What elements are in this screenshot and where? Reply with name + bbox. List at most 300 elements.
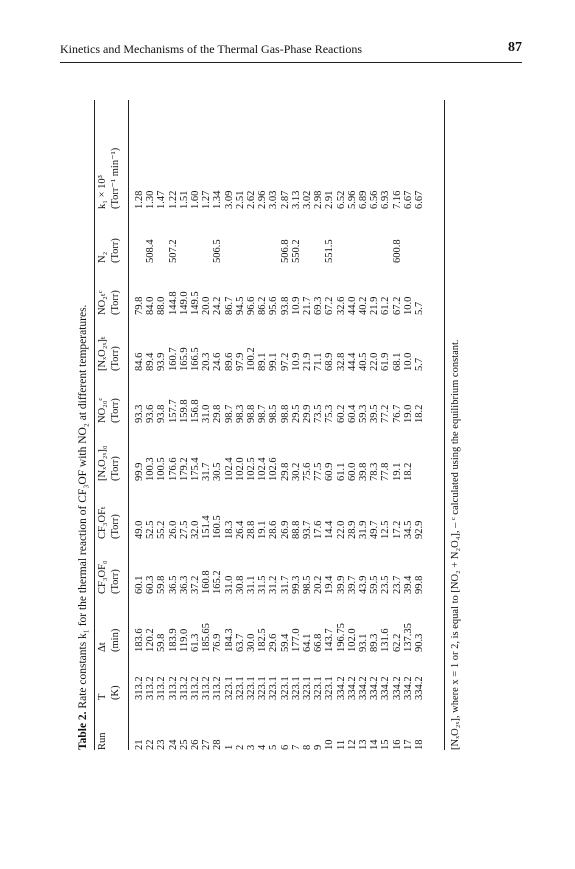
table-cell: 160.5 bbox=[212, 515, 224, 539]
column-unit: (K) bbox=[110, 685, 121, 700]
table-caption-text: Rate constants k₁ for the thermal reaction of CF₃OF with NO₂ at different temperatures. bbox=[77, 304, 89, 709]
table-cell: 2.62 bbox=[246, 190, 258, 209]
table-cell: 36.3 bbox=[178, 575, 190, 594]
table-cell: 183.6 bbox=[134, 628, 145, 652]
table-cell: 149.5 bbox=[190, 291, 202, 315]
table-cell bbox=[313, 209, 324, 263]
table-cell: 27 bbox=[201, 739, 213, 750]
table-cell: 334.2 bbox=[369, 676, 381, 700]
table-cell: 102.6 bbox=[268, 457, 280, 481]
table-cell: 17.2 bbox=[391, 520, 403, 539]
table-cell: 5.7 bbox=[414, 301, 426, 315]
column-header bbox=[96, 263, 128, 315]
table-cell: 61.9 bbox=[380, 352, 392, 371]
table-cell: 5.7 bbox=[414, 357, 426, 371]
table-cell: 323.1 bbox=[257, 676, 269, 700]
table-cell: 30.0 bbox=[246, 633, 258, 652]
table-row bbox=[380, 109, 391, 750]
table-cell: 30.8 bbox=[234, 575, 246, 594]
table-cell: 40.5 bbox=[358, 352, 370, 371]
table-cell: 508.4 bbox=[145, 239, 157, 263]
column-name: [NₓO₂ₓ]ₜ bbox=[97, 335, 108, 371]
table-caption-label: Table 2. bbox=[77, 711, 89, 750]
table-cell bbox=[156, 209, 167, 263]
column-name: Run bbox=[97, 732, 108, 750]
table-cell: 88.8 bbox=[290, 520, 302, 539]
table-cell: 93.9 bbox=[156, 352, 168, 371]
table-row bbox=[257, 109, 268, 750]
table-cell: 37.2 bbox=[190, 575, 202, 594]
table-cell: 59.8 bbox=[156, 633, 168, 652]
table-cell: 98.8 bbox=[246, 404, 258, 423]
table-cell: 22 bbox=[145, 739, 157, 750]
table-cell bbox=[246, 209, 257, 263]
table-cell: 182.5 bbox=[257, 628, 269, 652]
table-cell: 77.5 bbox=[313, 462, 325, 481]
table-cell: 102.5 bbox=[246, 457, 258, 481]
table-cell: 20.2 bbox=[313, 575, 325, 594]
table-cell: 29.9 bbox=[302, 404, 314, 423]
table-cell: 21 bbox=[134, 739, 145, 750]
table-cell: 78.3 bbox=[369, 462, 381, 481]
column-header bbox=[96, 315, 128, 371]
table-cell: 77.8 bbox=[380, 462, 392, 481]
table-cell: 31.5 bbox=[257, 575, 269, 594]
column-name: CF₃OFₜ bbox=[97, 505, 108, 539]
table-cell bbox=[179, 209, 190, 263]
table-cell: 31.7 bbox=[279, 575, 291, 594]
table-cell: 1.27 bbox=[201, 190, 213, 209]
table-cell: 551.5 bbox=[324, 239, 336, 263]
table-row bbox=[414, 109, 425, 750]
table-cell bbox=[302, 209, 313, 263]
table-cell: 183.9 bbox=[167, 628, 179, 652]
table-cell: 313.2 bbox=[190, 676, 202, 700]
table-cell: 7.16 bbox=[391, 190, 403, 209]
table-cell: 6.67 bbox=[402, 190, 414, 209]
column-header bbox=[96, 109, 128, 209]
table-cell: 1.28 bbox=[134, 190, 145, 209]
table-cell: 3.09 bbox=[223, 190, 235, 209]
table-cell: 19.0 bbox=[402, 404, 414, 423]
table-top-rule bbox=[94, 100, 95, 750]
table-cell: 313.2 bbox=[156, 676, 168, 700]
table-cell: 160.8 bbox=[201, 570, 213, 594]
table-cell bbox=[380, 209, 391, 263]
table-row bbox=[280, 109, 291, 750]
table-cell: 100.5 bbox=[156, 457, 168, 481]
table-row bbox=[347, 109, 358, 750]
table-cell: 96.6 bbox=[246, 296, 258, 315]
table-cell: 24.2 bbox=[212, 296, 224, 315]
table-cell: 100.2 bbox=[246, 347, 258, 371]
page-number: 87 bbox=[508, 40, 522, 55]
table-cell: 24 bbox=[167, 739, 179, 750]
table-cell: 93.6 bbox=[145, 404, 157, 423]
table-cell: 39.8 bbox=[358, 462, 370, 481]
table-cell: 84.6 bbox=[134, 352, 145, 371]
table-cell: 68.9 bbox=[324, 352, 336, 371]
table-row bbox=[302, 109, 313, 750]
table-cell: 102.4 bbox=[257, 457, 269, 481]
table-cell: 73.5 bbox=[313, 404, 325, 423]
table-cell: 120.2 bbox=[145, 628, 157, 652]
table-cell: 160.7 bbox=[167, 347, 179, 371]
column-unit: (Torr⁻¹ min⁻¹) bbox=[110, 147, 121, 209]
table-cell: 10.9 bbox=[290, 352, 302, 371]
table-cell: 29.8 bbox=[212, 404, 224, 423]
table-cell: 63.7 bbox=[234, 633, 246, 652]
table-cell: 2.98 bbox=[313, 190, 325, 209]
table-cell: 102.4 bbox=[223, 457, 235, 481]
table-row bbox=[268, 109, 279, 750]
table-cell: 44.0 bbox=[346, 296, 358, 315]
column-unit: (Torr) bbox=[110, 238, 121, 263]
column-unit: (Torr) bbox=[110, 290, 121, 315]
table-cell: 6.93 bbox=[380, 190, 392, 209]
table-cell: 3.13 bbox=[290, 190, 302, 209]
table-cell: 313.2 bbox=[145, 676, 157, 700]
running-title: Kinetics and Mechanisms of the Thermal Gas-Phase Reactions bbox=[60, 42, 363, 56]
table-cell: 334.2 bbox=[358, 676, 370, 700]
table-cell: 93.7 bbox=[302, 520, 314, 539]
table-cell: 12.5 bbox=[380, 520, 392, 539]
table-cell: 21.9 bbox=[302, 352, 314, 371]
table-cell: 26.4 bbox=[234, 520, 246, 539]
column-name: NO₂ₜᶜ bbox=[97, 290, 108, 315]
table-cell: 28.8 bbox=[246, 520, 258, 539]
table-cell: 6.67 bbox=[414, 190, 426, 209]
table-cell: 62.2 bbox=[391, 633, 403, 652]
table-cell: 79.8 bbox=[134, 296, 145, 315]
table-cell: 31.2 bbox=[268, 575, 280, 594]
table-cell: 21.7 bbox=[302, 296, 314, 315]
table-cell: 61.3 bbox=[190, 633, 202, 652]
table-cell: 88.0 bbox=[156, 296, 168, 315]
table-cell: 323.1 bbox=[290, 676, 302, 700]
table-cell: 11 bbox=[335, 739, 347, 750]
table-cell: 76.7 bbox=[391, 404, 403, 423]
table-cell: 18.2 bbox=[402, 462, 414, 481]
table-cell: 44.4 bbox=[346, 352, 358, 371]
table-cell: 506.5 bbox=[212, 239, 224, 263]
table-row bbox=[190, 109, 201, 750]
column-unit: (Torr) bbox=[110, 569, 121, 594]
table-cell: 97.2 bbox=[279, 352, 291, 371]
table-cell: 93.1 bbox=[358, 633, 370, 652]
table-cell bbox=[414, 209, 425, 263]
column-unit: (Torr) bbox=[110, 346, 121, 371]
table-cell bbox=[257, 209, 268, 263]
column-unit: (Torr) bbox=[110, 514, 121, 539]
table-cell: 144.8 bbox=[167, 291, 179, 315]
table-cell: 60.3 bbox=[145, 575, 157, 594]
table-cell: 71.1 bbox=[313, 352, 325, 371]
table-cell: 66.8 bbox=[313, 633, 325, 652]
table-cell bbox=[268, 209, 279, 263]
table-cell: 165.2 bbox=[212, 570, 224, 594]
table-cell: 22.0 bbox=[369, 352, 381, 371]
table-cell: 49.7 bbox=[369, 520, 381, 539]
table-row bbox=[224, 109, 235, 750]
table-cell: 550.2 bbox=[290, 239, 302, 263]
table-cell: 151.4 bbox=[201, 515, 213, 539]
table-cell: 84.0 bbox=[145, 296, 157, 315]
table-cell: 323.1 bbox=[324, 676, 336, 700]
table-cell bbox=[235, 209, 246, 263]
table-cell: 34.5 bbox=[402, 520, 414, 539]
table-cell: 93.8 bbox=[279, 296, 291, 315]
table-cell: 184.3 bbox=[223, 628, 235, 652]
table-cell: 102.0 bbox=[234, 457, 246, 481]
column-name: T bbox=[97, 693, 108, 700]
table-cell: 30.2 bbox=[290, 462, 302, 481]
column-header bbox=[96, 209, 128, 263]
table-cell: 67.2 bbox=[391, 296, 403, 315]
table-cell: 1 bbox=[223, 744, 235, 750]
table-cell: 26.0 bbox=[167, 520, 179, 539]
table-cell: 99.8 bbox=[414, 575, 426, 594]
table-cell: 323.1 bbox=[268, 676, 280, 700]
table-cell: 19.1 bbox=[257, 520, 269, 539]
table-cell bbox=[347, 209, 358, 263]
rotated-table-area bbox=[76, 100, 496, 750]
table-cell: 98.7 bbox=[257, 404, 269, 423]
table-cell: 177.0 bbox=[290, 628, 302, 652]
table-cell: 1.30 bbox=[145, 190, 157, 209]
table-cell: 334.2 bbox=[414, 676, 426, 700]
table-cell: 59.5 bbox=[369, 575, 381, 594]
table-cell bbox=[403, 209, 414, 263]
table-cell: 166.5 bbox=[190, 347, 202, 371]
table-cell: 3.03 bbox=[268, 190, 280, 209]
table-cell: 157.7 bbox=[167, 399, 179, 423]
table-cell: 30.5 bbox=[212, 462, 224, 481]
table-cell: 89.3 bbox=[369, 633, 381, 652]
table-cell: 92.9 bbox=[414, 520, 426, 539]
table-cell: 165.9 bbox=[178, 347, 190, 371]
table-cell: 5 bbox=[268, 744, 280, 750]
table-cell: 17 bbox=[402, 739, 414, 750]
table-cell: 313.2 bbox=[178, 676, 190, 700]
table-cell: 75.3 bbox=[324, 404, 336, 423]
table-row bbox=[212, 109, 223, 750]
table-cell: 49.0 bbox=[134, 520, 145, 539]
table-cell: 14.4 bbox=[324, 520, 336, 539]
table-cell: 323.1 bbox=[223, 676, 235, 700]
table-cell: 95.6 bbox=[268, 296, 280, 315]
table-cell: 2.96 bbox=[257, 190, 269, 209]
table-cell: 32.0 bbox=[190, 520, 202, 539]
table-cell: 39.5 bbox=[369, 404, 381, 423]
column-header bbox=[96, 539, 128, 594]
table-cell: 5.96 bbox=[346, 190, 358, 209]
table-cell: 185.65 bbox=[201, 623, 213, 652]
column-name: Δt bbox=[97, 642, 108, 652]
table-row bbox=[369, 109, 380, 750]
table-bottom-rule bbox=[444, 100, 445, 750]
table-row bbox=[336, 109, 347, 750]
table-cell: 31.0 bbox=[223, 575, 235, 594]
table-block bbox=[76, 100, 496, 750]
table-cell: 137.35 bbox=[402, 623, 414, 652]
table-cell: 119.0 bbox=[178, 628, 190, 652]
table-cell: 60.4 bbox=[346, 404, 358, 423]
table-cell: 67.2 bbox=[324, 296, 336, 315]
table-row bbox=[156, 109, 167, 750]
table-cell: 323.1 bbox=[302, 676, 314, 700]
column-name: [NₓO₂ₓ]₀ bbox=[97, 445, 108, 481]
table-body bbox=[128, 109, 425, 750]
table-cell: 23.7 bbox=[391, 575, 403, 594]
table-cell: 93.3 bbox=[134, 404, 145, 423]
table-cell: 43.9 bbox=[358, 575, 370, 594]
table-cell: 19.4 bbox=[324, 575, 336, 594]
table-cell: 32.8 bbox=[335, 352, 347, 371]
table-cell: 99.9 bbox=[134, 462, 145, 481]
table-cell: 8 bbox=[302, 744, 314, 750]
table-cell: 31.7 bbox=[201, 462, 213, 481]
table-row bbox=[358, 109, 369, 750]
column-name: NO₂₀ᶜ bbox=[97, 397, 108, 423]
table-cell: 313.2 bbox=[167, 676, 179, 700]
table-cell: 40.2 bbox=[358, 296, 370, 315]
table-cell: 86.2 bbox=[257, 296, 269, 315]
column-unit: (Torr) bbox=[110, 398, 121, 423]
table-cell: 334.2 bbox=[402, 676, 414, 700]
table-cell: 313.2 bbox=[201, 676, 213, 700]
table-cell: 24.6 bbox=[212, 352, 224, 371]
table-cell: 2.91 bbox=[324, 190, 336, 209]
table-cell: 506.8 bbox=[279, 239, 291, 263]
table-row bbox=[246, 109, 257, 750]
table-cell: 28 bbox=[212, 739, 224, 750]
table-cell: 27.5 bbox=[178, 520, 190, 539]
table-cell: 3.02 bbox=[302, 190, 314, 209]
table-cell: 179.2 bbox=[178, 457, 190, 481]
table-cell: 131.6 bbox=[380, 628, 392, 652]
table-cell: 29.6 bbox=[268, 633, 280, 652]
table-cell: 20.3 bbox=[201, 352, 213, 371]
table-cell: 1.60 bbox=[190, 190, 202, 209]
table-cell: 76.9 bbox=[212, 633, 224, 652]
table-cell: 6.56 bbox=[369, 190, 381, 209]
table-cell: 89.4 bbox=[145, 352, 157, 371]
table-cell: 31.1 bbox=[246, 575, 258, 594]
column-header bbox=[96, 594, 128, 652]
table-cell: 313.2 bbox=[134, 676, 145, 700]
table-cell bbox=[224, 209, 235, 263]
table-cell: 68.1 bbox=[391, 352, 403, 371]
table-cell: 60.2 bbox=[335, 404, 347, 423]
table-cell: 26.9 bbox=[279, 520, 291, 539]
table-cell: 313.2 bbox=[212, 676, 224, 700]
table-footnote: [NₓO₂ₓ], where x = 1 or 2, is equal to [NO₂ + N₂O₄], – ᶜ calculated using the equilibrium constant. bbox=[450, 339, 461, 750]
table-cell: 2.87 bbox=[279, 190, 291, 209]
table-cell: 600.8 bbox=[391, 239, 403, 263]
table-cell: 10.9 bbox=[290, 296, 302, 315]
table-cell: 334.2 bbox=[335, 676, 347, 700]
table-cell: 64.1 bbox=[302, 633, 314, 652]
column-name: CF₃OF₀ bbox=[97, 560, 108, 594]
table-row bbox=[179, 109, 190, 750]
table-cell: 1.51 bbox=[178, 190, 190, 209]
table-cell bbox=[128, 209, 145, 263]
table-row bbox=[201, 109, 212, 750]
table-cell: 98.8 bbox=[279, 404, 291, 423]
table-cell: 334.2 bbox=[346, 676, 358, 700]
rate-constants-table bbox=[96, 109, 425, 750]
table-cell: 98.5 bbox=[268, 404, 280, 423]
running-header bbox=[60, 40, 522, 63]
table-cell: 26 bbox=[190, 739, 202, 750]
table-row bbox=[392, 109, 403, 750]
table-row bbox=[145, 109, 156, 750]
column-header bbox=[96, 423, 128, 481]
table-cell: 89.1 bbox=[257, 352, 269, 371]
table-cell: 149.0 bbox=[178, 291, 190, 315]
table-cell: 6.52 bbox=[335, 190, 347, 209]
table-cell: 32.6 bbox=[335, 296, 347, 315]
table-cell: 61.2 bbox=[380, 296, 392, 315]
table-cell: 10.0 bbox=[402, 296, 414, 315]
column-unit: (min) bbox=[110, 628, 121, 652]
column-unit: (Torr) bbox=[110, 456, 121, 481]
table-cell: 39.9 bbox=[335, 575, 347, 594]
table-row bbox=[291, 109, 302, 750]
table-cell: 29.8 bbox=[279, 462, 291, 481]
table-row bbox=[313, 109, 324, 750]
column-name: N₂ bbox=[97, 251, 108, 263]
table-cell: 61.1 bbox=[335, 462, 347, 481]
table-cell: 102.0 bbox=[346, 628, 358, 652]
table-cell: 31.0 bbox=[201, 404, 213, 423]
table-cell bbox=[336, 209, 347, 263]
table-cell: 69.3 bbox=[313, 296, 325, 315]
table-cell: 18 bbox=[414, 739, 426, 750]
table-cell: 39.4 bbox=[402, 575, 414, 594]
table-row bbox=[168, 109, 179, 750]
table-cell: 99.3 bbox=[290, 575, 302, 594]
table-cell: 28.9 bbox=[346, 520, 358, 539]
table-cell: 10 bbox=[324, 739, 336, 750]
column-header bbox=[96, 371, 128, 423]
table-cell bbox=[201, 209, 212, 263]
table-cell: 25 bbox=[178, 739, 190, 750]
table-cell: 4 bbox=[257, 744, 269, 750]
table-cell: 59.3 bbox=[358, 404, 370, 423]
table-cell: 97.9 bbox=[234, 352, 246, 371]
table-cell: 59.4 bbox=[279, 633, 291, 652]
table-cell: 28.6 bbox=[268, 520, 280, 539]
table-cell: 39.7 bbox=[346, 575, 358, 594]
table-cell: 15 bbox=[380, 739, 392, 750]
table-cell: 143.7 bbox=[324, 628, 336, 652]
table-cell: 77.2 bbox=[380, 404, 392, 423]
table-cell: 18.2 bbox=[414, 404, 426, 423]
table-cell: 59.8 bbox=[156, 575, 168, 594]
column-name: k₁ × 10³ bbox=[97, 175, 108, 209]
table-cell: 98.7 bbox=[223, 404, 235, 423]
table-cell: 19.1 bbox=[391, 462, 403, 481]
table-cell: 99.1 bbox=[268, 352, 280, 371]
table-cell bbox=[190, 209, 201, 263]
column-header bbox=[96, 481, 128, 539]
table-cell: 98.5 bbox=[302, 575, 314, 594]
table-cell: 1.47 bbox=[156, 190, 168, 209]
table-cell: 16 bbox=[391, 739, 403, 750]
table-cell: 22.0 bbox=[335, 520, 347, 539]
